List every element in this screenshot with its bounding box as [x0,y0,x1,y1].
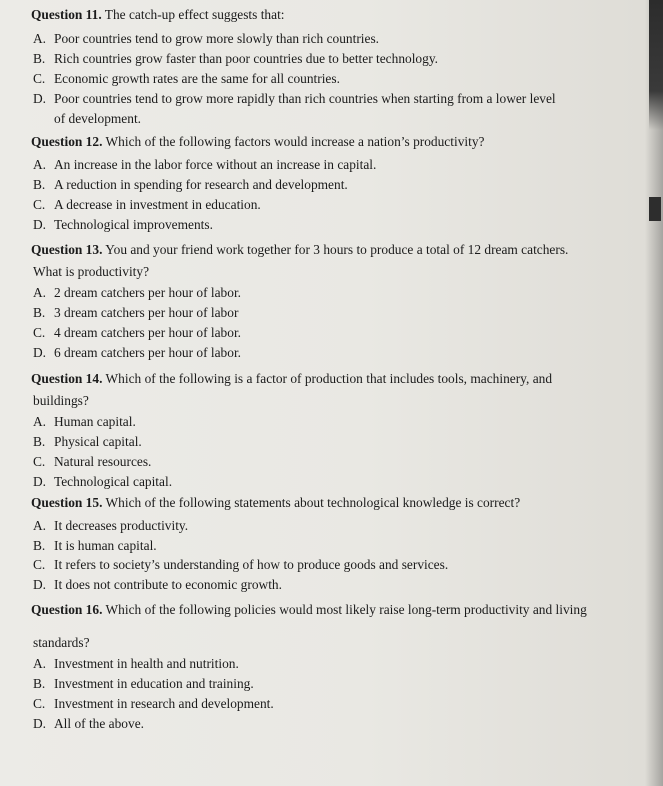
option-text: All of the above. [54,716,144,731]
question-12-option-b[interactable] [33,176,348,194]
question-16-option-c[interactable] [33,695,274,713]
question-text: Which of the following statements about technological knowledge is correct? [105,495,521,510]
question-11-heading [31,6,285,24]
option-letter: C. [33,696,46,711]
question-text: You and your friend work together for 3 hours to produce a total of 12 dream catchers. [105,242,569,257]
question-11-option-d[interactable] [33,90,556,108]
option-letter: C. [33,325,46,340]
question-11-option-d-continuation: of development. [54,111,142,126]
question-16-option-d[interactable] [33,715,144,733]
question-15-option-d[interactable] [33,576,282,594]
option-text: Technological improvements. [54,217,213,232]
question-15-option-a[interactable] [33,517,188,535]
option-letter: D. [33,474,47,489]
option-text: Technological capital. [54,474,173,489]
question-number: Question 15. [31,495,103,510]
option-text: Poor countries tend to grow more rapidly than rich countries when starting from a lower level [54,91,556,106]
option-text: 4 dream catchers per hour of labor. [54,325,242,340]
option-letter: B. [33,177,46,192]
question-11-option-c[interactable] [33,70,340,88]
option-letter: C. [33,197,46,212]
option-text: An increase in the labor force without an increase in capital. [54,157,377,172]
option-text: 3 dream catchers per hour of labor [54,305,239,320]
option-text: It refers to society’s understanding of how to produce goods and services. [54,557,449,572]
question-13-heading [31,241,568,259]
question-16-heading [31,601,587,619]
question-15-option-c[interactable] [33,556,448,574]
question-15-heading [31,494,520,512]
option-text: Rich countries grow faster than poor countries due to better technology. [54,51,438,66]
option-text: It does not contribute to economic growth. [54,577,282,592]
option-text: Human capital. [54,414,136,429]
option-text: Investment in education and training. [54,676,254,691]
option-letter: C. [33,454,46,469]
question-14-heading [31,370,552,388]
question-12-option-c[interactable] [33,196,261,214]
question-13-option-d[interactable] [33,344,241,362]
option-letter: D. [33,577,47,592]
option-letter: D. [33,91,47,106]
question-14-continuation: buildings? [33,393,89,408]
option-letter: A. [33,285,47,300]
question-13-option-c[interactable] [33,324,241,342]
question-16-option-b[interactable] [33,675,254,693]
option-text: A reduction in spending for research and development. [54,177,348,192]
option-letter: C. [33,71,46,86]
option-letter: D. [33,217,47,232]
option-text: 2 dream catchers per hour of labor. [54,285,242,300]
option-letter: D. [33,345,47,360]
question-14-option-b[interactable] [33,433,142,451]
question-text: Which of the following policies would most likely raise long-term productivity and living [105,602,587,617]
question-number: Question 13. [31,242,103,257]
question-text: Which of the following is a factor of production that includes tools, machinery, and [105,371,553,386]
option-letter: D. [33,716,47,731]
option-text: Physical capital. [54,434,142,449]
question-16-option-a[interactable] [33,655,239,673]
question-12-heading [31,133,484,151]
question-14-option-c[interactable] [33,453,151,471]
option-text: Natural resources. [54,454,152,469]
question-13-continuation: What is productivity? [33,264,150,279]
option-text: Poor countries tend to grow more slowly than rich countries. [54,31,380,46]
option-letter: A. [33,518,47,533]
question-16-continuation: standards? [33,635,90,650]
option-letter: C. [33,557,46,572]
option-text: Investment in research and development. [54,696,274,711]
option-text: It is human capital. [54,538,157,553]
option-letter: B. [33,305,46,320]
option-text: Investment in health and nutrition. [54,656,239,671]
question-number: Question 16. [31,602,103,617]
option-letter: A. [33,414,47,429]
question-13-option-b[interactable] [33,304,238,322]
question-14-option-a[interactable] [33,413,136,431]
option-letter: A. [33,656,47,671]
option-letter: B. [33,434,46,449]
question-15-option-b[interactable] [33,537,157,555]
question-12-option-d[interactable] [33,216,213,234]
question-11-option-a[interactable] [33,30,379,48]
option-letter: A. [33,31,47,46]
question-11-option-b[interactable] [33,50,438,68]
question-number: Question 12. [31,134,103,149]
option-text: 6 dream catchers per hour of labor. [54,345,242,360]
question-text: The catch-up effect suggests that: [104,7,285,22]
question-13-option-a[interactable] [33,284,241,302]
option-text: Economic growth rates are the same for all countries. [54,71,340,86]
question-14-option-d[interactable] [33,473,172,491]
question-text: Which of the following factors would increase a nation’s productivity? [105,134,485,149]
option-letter: A. [33,157,47,172]
option-text: It decreases productivity. [54,518,189,533]
option-letter: B. [33,51,46,66]
option-text: A decrease in investment in education. [54,197,261,212]
question-number: Question 14. [31,371,103,386]
option-letter: B. [33,676,46,691]
option-letter: B. [33,538,46,553]
question-number: Question 11. [31,7,102,22]
question-12-option-a[interactable] [33,156,376,174]
